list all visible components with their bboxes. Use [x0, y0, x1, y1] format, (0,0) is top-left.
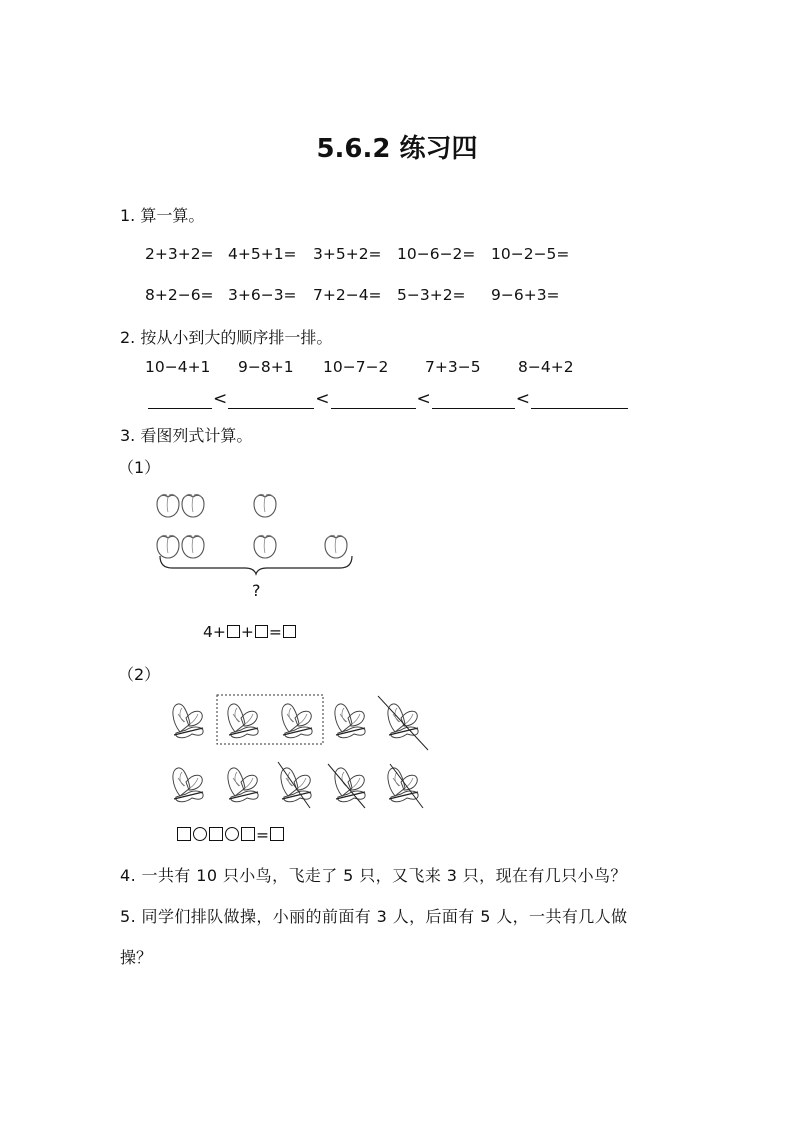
- q4-text: 4. 一共有 10 只小鸟，飞走了 5 只，又飞来 3 只，现在有几只小鸟？: [120, 866, 627, 885]
- answer-box[interactable]: [255, 625, 268, 638]
- q2-expr: 7+3−5: [425, 358, 481, 376]
- answer-blank[interactable]: [432, 391, 515, 409]
- q2-expr: 10−7−2: [323, 358, 389, 376]
- butterfly-icon: [173, 768, 203, 802]
- operator-circle[interactable]: [193, 827, 207, 841]
- peach-icon: [182, 535, 204, 558]
- butterfly-icon: [335, 704, 365, 738]
- eq-prefix: 4+: [203, 623, 226, 641]
- answer-box[interactable]: [227, 625, 240, 638]
- answer-box[interactable]: [283, 625, 296, 638]
- q1-expr: 3+5+2=: [313, 245, 382, 263]
- peach-icon: [325, 535, 347, 558]
- q2-label: 2. 按从小到大的顺序排一排。: [120, 328, 333, 347]
- peaches-figure: [150, 488, 360, 573]
- answer-blank[interactable]: [531, 391, 628, 409]
- q1-expr: 5−3+2=: [397, 286, 466, 304]
- answer-blank[interactable]: [228, 391, 314, 409]
- q1-expr: 10−2−5=: [491, 245, 570, 263]
- less-than-sign: <: [515, 389, 530, 409]
- q1-expr: 10−6−2=: [397, 245, 476, 263]
- q5-line2: 操？: [120, 948, 153, 967]
- peach-icon: [157, 494, 179, 517]
- brace-question-mark: ?: [252, 581, 261, 600]
- peach-icon: [254, 535, 276, 558]
- butterfly-crossed-icon: [388, 764, 423, 808]
- answer-box[interactable]: [209, 827, 223, 841]
- q5-line1: 5. 同学们排队做操，小丽的前面有 3 人，后面有 5 人，一共有几人做: [120, 907, 628, 926]
- part2-equation: [176, 826, 285, 844]
- q1-expr: 8+2−6=: [145, 286, 214, 304]
- answer-box[interactable]: [177, 827, 191, 841]
- eq-equals: =: [256, 826, 269, 844]
- q3-label: 3. 看图列式计算。: [120, 426, 253, 445]
- brace: [160, 556, 352, 574]
- peach-icon: [157, 535, 179, 558]
- q3-part1-label: （1）: [118, 458, 161, 477]
- q1-label: 1. 算一算。: [120, 206, 205, 225]
- butterflies-figure: [160, 690, 440, 815]
- part1-equation: [203, 623, 297, 641]
- peach-icon: [254, 494, 276, 517]
- q2-expr: 8−4+2: [518, 358, 574, 376]
- answer-box[interactable]: [241, 827, 255, 841]
- answer-blank[interactable]: [331, 391, 416, 409]
- eq-plus: +: [240, 623, 254, 641]
- operator-circle[interactable]: [225, 827, 239, 841]
- butterfly-crossed-icon: [278, 762, 311, 808]
- less-than-sign: <: [213, 389, 228, 409]
- q3-part2-label: （2）: [118, 665, 161, 684]
- butterfly-icon: [282, 704, 312, 738]
- butterfly-crossed-icon: [378, 696, 428, 750]
- less-than-sign: <: [416, 389, 431, 409]
- butterfly-icon: [173, 704, 203, 738]
- page-title: 5.6.2 练习四: [316, 134, 478, 164]
- q1-expr: 2+3+2=: [145, 245, 214, 263]
- q2-expr: 10−4+1: [145, 358, 211, 376]
- q1-expr: 9−6+3=: [491, 286, 560, 304]
- peach-icon: [182, 494, 204, 517]
- butterfly-icon: [228, 768, 258, 802]
- q2-expr: 9−8+1: [238, 358, 294, 376]
- butterfly-crossed-icon: [328, 764, 365, 808]
- eq-equals: =: [268, 623, 282, 641]
- answer-box[interactable]: [270, 827, 284, 841]
- less-than-sign: <: [315, 389, 330, 409]
- q1-expr: 3+6−3=: [228, 286, 297, 304]
- q1-expr: 7+2−4=: [313, 286, 382, 304]
- q1-expr: 4+5+1=: [228, 245, 297, 263]
- answer-blank[interactable]: [148, 391, 212, 409]
- ordering-answer-row: [148, 389, 628, 409]
- butterfly-icon: [228, 704, 258, 738]
